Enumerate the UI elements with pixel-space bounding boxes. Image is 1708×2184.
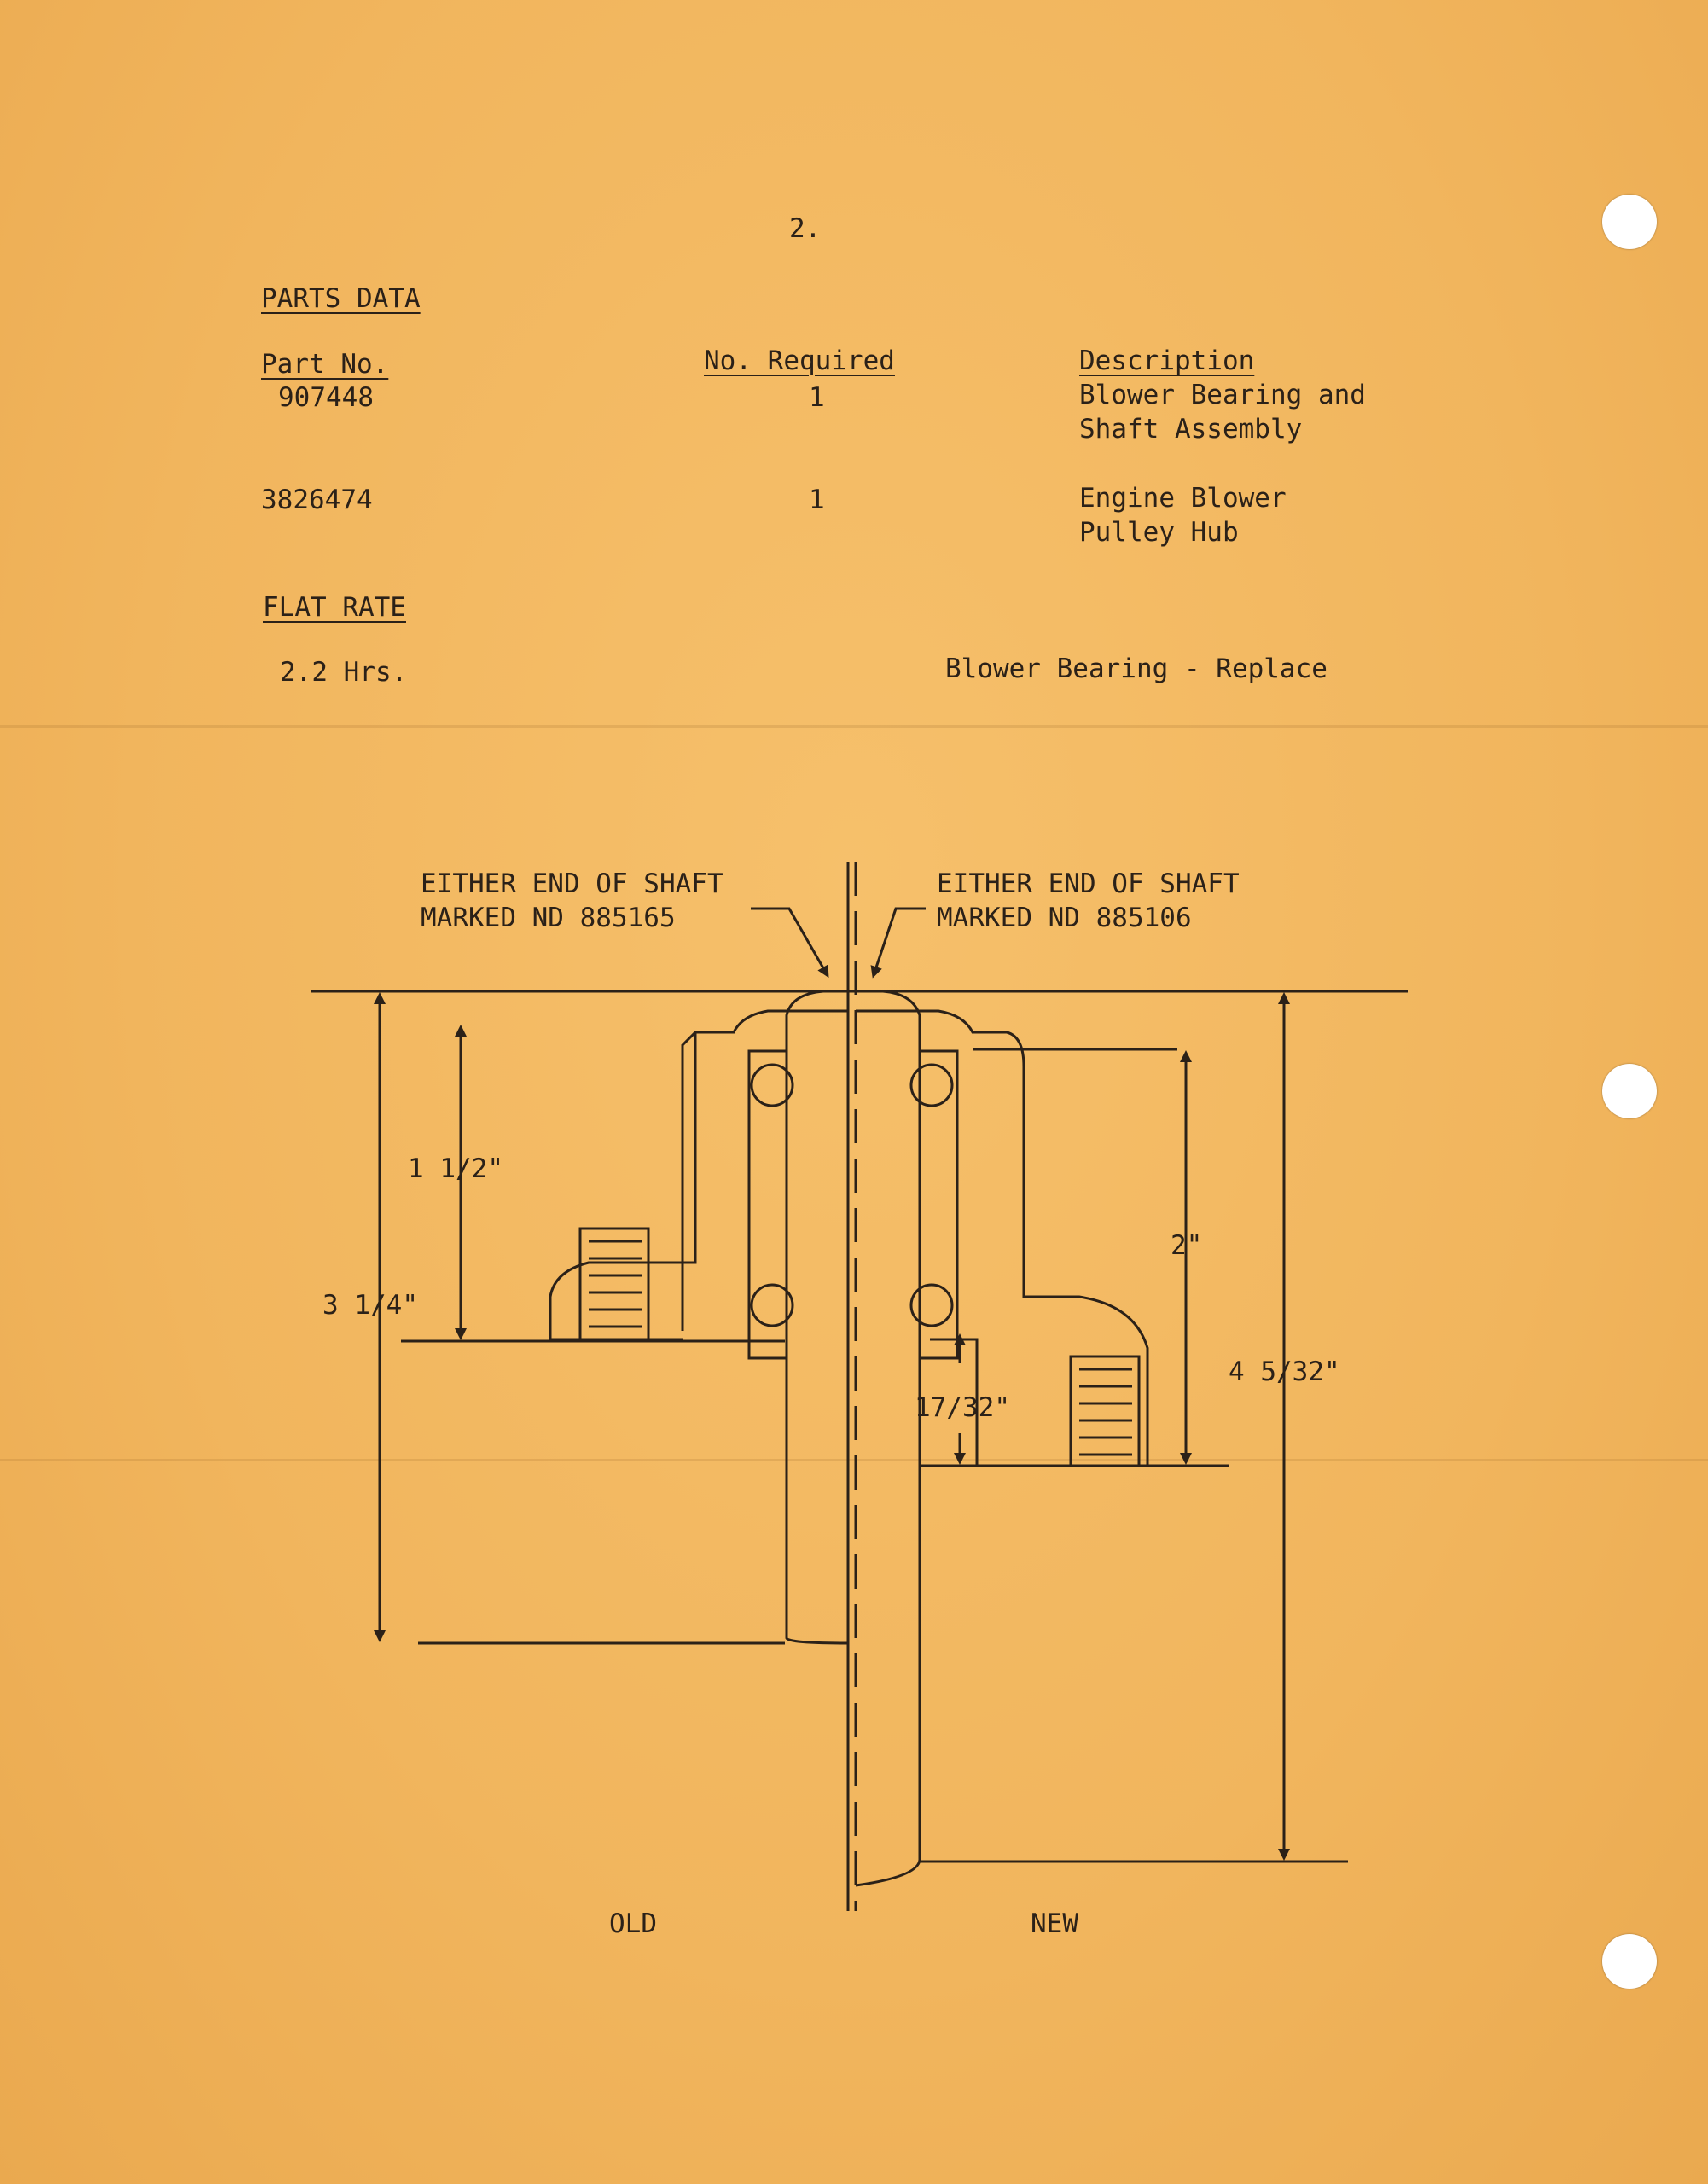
left-marking-line2: MARKED ND 885165 — [421, 903, 676, 933]
old-shaft-outline — [787, 991, 848, 1643]
new-ball-lower — [911, 1285, 952, 1326]
description-cell: Engine Blower — [1079, 483, 1287, 514]
description-cell: Blower Bearing and — [1079, 380, 1366, 410]
dim-label-2: 2" — [1171, 1230, 1203, 1261]
label-new: NEW — [1031, 1908, 1078, 1939]
dim-label-1-1-2: 1 1/2" — [408, 1153, 503, 1184]
old-housing-top — [683, 1011, 848, 1331]
dim-label-4-5-32: 4 5/32" — [1229, 1356, 1340, 1387]
description-cell: Shaft Assembly — [1079, 414, 1303, 444]
dim-label-3-1-4: 3 1/4" — [322, 1290, 418, 1321]
label-old: OLD — [609, 1908, 657, 1939]
col-header-part-no: Part No. — [261, 349, 389, 380]
parts-data-heading: PARTS DATA — [261, 283, 421, 314]
left-marking-line1: EITHER END OF SHAFT — [421, 868, 723, 899]
leader-right-marking — [874, 909, 926, 973]
right-marking-line1: EITHER END OF SHAFT — [937, 868, 1240, 899]
qty-cell: 1 — [809, 485, 825, 515]
leader-left-marking — [751, 909, 826, 973]
new-shaft-outline — [856, 991, 920, 1885]
old-bolt-boss — [580, 1228, 648, 1339]
right-marking-line2: MARKED ND 885106 — [937, 903, 1192, 933]
dim-label-17-32: 17/32" — [915, 1392, 1010, 1423]
flat-rate-heading: FLAT RATE — [263, 592, 406, 623]
new-bolt-boss — [1071, 1356, 1139, 1466]
col-header-no-required: No. Required — [704, 346, 895, 376]
part-no-cell: 3826474 — [261, 485, 373, 515]
description-cell: Pulley Hub — [1079, 517, 1239, 548]
part-no-cell: 907448 — [278, 382, 374, 413]
col-header-description: Description — [1079, 346, 1255, 376]
qty-cell: 1 — [809, 382, 825, 413]
new-ball-upper — [911, 1065, 952, 1106]
page-number: 2. — [789, 213, 822, 244]
flat-rate-hours: 2.2 Hrs. — [280, 657, 408, 688]
flat-rate-operation: Blower Bearing - Replace — [945, 653, 1327, 684]
